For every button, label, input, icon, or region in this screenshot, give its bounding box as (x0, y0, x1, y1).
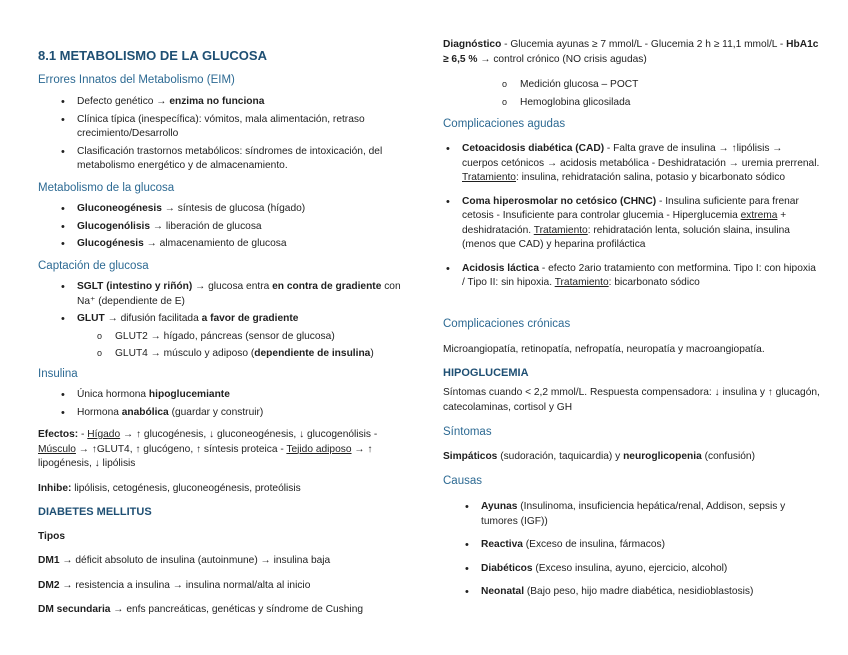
efectos-label: Efectos: (38, 429, 79, 440)
tipos-label: Tipos (38, 531, 65, 542)
eim-list (77, 95, 414, 174)
chnc-text-3: : rehidratación lenta, solución slaina, insulina (menos que CAD) y heparina profiláctica (462, 224, 790, 250)
sintomas-desc: (sudoración, taquicardia) y (497, 451, 624, 462)
cad-label: Cetoacidosis diabética (CAD) (462, 143, 605, 154)
heading-metabolismo: Metabolismo de la glucosa (38, 182, 175, 194)
diagnostico-paragraph (443, 38, 821, 67)
lactica-text-2: : bicarbonato sódico (608, 277, 700, 288)
glut4-post: ) (370, 348, 374, 359)
insulina-list (77, 388, 414, 420)
list-item (77, 113, 414, 142)
sub-item-text: Hemoglobina glicosilada (520, 96, 631, 108)
causa-label: Reactiva (481, 539, 523, 550)
glut4-bold: dependiente de insulina (254, 348, 371, 359)
heading-complicaciones-cronicas: Complicaciones crónicas (443, 318, 571, 330)
dm1-line (38, 554, 414, 569)
list-item (481, 500, 811, 529)
eim-item-text: Clínica típica (inespecífica): vómitos, mala alimentación, retraso crecimiento/Desarrollo (77, 113, 365, 139)
insulina-bold: anabólica (121, 406, 169, 418)
efectos-text: → ↑ lipogénesis, ↓ lipólisis (38, 443, 373, 469)
dm1-label: DM1 (38, 555, 60, 566)
insulina-efectos (38, 428, 414, 472)
causa-label: Neonatal (481, 586, 525, 597)
section-title-glucose-metabolism: 8.1 METABOLISMO DE LA GLUCOSA (38, 48, 267, 63)
diabetes-tipos (38, 530, 414, 545)
metabolismo-list (77, 202, 414, 252)
efectos-tejido-adiposo: Tejido adiposo (286, 443, 352, 455)
lactica-tratamiento: Tratamiento (554, 277, 609, 288)
glut-text: → difusión facilitada (104, 313, 202, 324)
list-item (77, 202, 414, 217)
term-desc: → almacenamiento de glucosa (143, 238, 287, 249)
list-item (77, 312, 414, 362)
list-item (462, 262, 821, 291)
dm-secundaria-label: DM secundaria (38, 604, 111, 615)
causas-list (481, 500, 811, 600)
glut4-text: GLUT4 → músculo y adiposo ( (115, 348, 255, 359)
neuroglicopenia-label: neuroglicopenia (623, 451, 702, 462)
simpaticos-label: Simpáticos (443, 451, 498, 462)
inhibe-text: lipólisis, cetogénesis, gluconeogénesis, proteólisis (71, 483, 301, 494)
causa-text: (Exceso insulina, ayuno, ejercicio, alcohol) (532, 562, 728, 574)
dm-secundaria-text: → enfs pancreáticas, genéticas y síndrome de Cushing (110, 604, 364, 615)
heading-complicaciones-agudas: Complicaciones agudas (443, 118, 566, 130)
diagnostico-text: - Glucemia ayunas ≥ 7 mmol/L - Glucemia 2 h ≥ 11,1 mmol/L - (501, 39, 787, 50)
causa-text: (Insulinoma, insuficiencia hepática/renal, Addison, sepsis y tumores (IGF)) (481, 501, 786, 527)
efectos-text: - (78, 429, 88, 440)
insulina-post: (guardar y construir) (168, 406, 264, 418)
heading-hipoglucemia: HIPOGLUCEMIA (443, 367, 529, 379)
causa-text: (Bajo peso, hijo madre diabética, nesidioblastosis) (524, 586, 754, 597)
heading-sintomas: Síntomas (443, 426, 492, 438)
cad-text: - Falta grave de insulina → ↑lipólisis → cuerpos cetónicos → acidosis metabólica - Deshidratación → uremia prerrenal. (462, 143, 820, 169)
insulina-text: Hormona (77, 406, 122, 418)
insulina-text: Única hormona (77, 389, 149, 400)
diagnostico-label: Diagnóstico (443, 39, 502, 50)
causa-label: Ayunas (481, 501, 518, 512)
chnc-text: - Insulina suficiente para frenar cetosis - Insuficiente para controlar glucemia - Hiperglucemia (462, 195, 799, 221)
term-desc: → liberación de glucosa (150, 220, 262, 232)
diagnostico-text-2: → control crónico (NO crisis agudas) (477, 53, 647, 65)
sglt-text-2: con Na⁺ (dependiente de E) (77, 281, 401, 307)
lactica-label: Acidosis láctica (462, 262, 540, 274)
cad-tratamiento: Tratamiento (462, 172, 516, 183)
list-item (481, 538, 811, 553)
chnc-text-2: + deshidratación. (462, 210, 787, 236)
eim-item-text: Defecto genético → (77, 96, 170, 107)
inhibe-label: Inhibe: (38, 483, 72, 494)
list-item (77, 388, 414, 403)
hipoglucemia-text: Síntomas cuando < 2,2 mmol/L. Respuesta compensadora: ↓ insulina y ↑ glucagón, catecolaminas, cortisol y GH (443, 387, 820, 413)
term-desc: → síntesis de glucosa (hígado) (161, 203, 306, 214)
glut2-text: GLUT2 → hígado, páncreas (sensor de glucosa) (115, 330, 335, 342)
sub-item-text: Medición glucosa – POCT (520, 79, 639, 90)
captacion-list (77, 280, 414, 365)
term-bold: Gluconeogénesis (77, 203, 162, 214)
list-item (77, 220, 414, 235)
heading-diabetes: DIABETES MELLITUS (38, 506, 152, 518)
glut-bold-2: a favor de gradiente (201, 313, 299, 324)
dm2-text: → resistencia a insulina → insulina normal/alta al inicio (59, 580, 311, 591)
term-bold: Glucogenólisis (77, 220, 151, 232)
efectos-musculo: Músculo (38, 443, 76, 455)
list-item (77, 406, 414, 421)
causa-label: Diabéticos (481, 562, 533, 574)
diagnostico-sublist (520, 78, 821, 110)
dm2-label: DM2 (38, 580, 60, 591)
causa-text: (Exceso de insulina, fármacos) (522, 539, 666, 550)
list-item (115, 330, 414, 345)
list-item (77, 145, 414, 174)
chnc-label: Coma hiperosmolar no cetósico (CHNC) (462, 195, 657, 207)
list-item (77, 237, 414, 252)
eim-item-text: Clasificación trastornos metabólicos: síndromes de intoxicación, del metabolismo energético y de almacenamiento. (77, 145, 383, 171)
heading-causas: Causas (443, 475, 482, 487)
agudas-list (462, 142, 821, 291)
list-item (520, 96, 821, 111)
efectos-text: → ↑GLUT4, ↑ glucógeno, ↑ síntesis proteica - (75, 443, 287, 455)
sglt-bold: SGLT (intestino y riñón) (77, 281, 193, 292)
list-item (481, 585, 811, 600)
insulina-inhibe (38, 482, 414, 497)
list-item (520, 78, 821, 93)
sglt-text: → glucosa entra (192, 281, 273, 292)
dm1-text: → déficit absoluto de insulina (autoinmune) → insulina baja (59, 555, 331, 566)
cronicas-text: Microangiopatía, retinopatía, nefropatía, neuropatía y macroangiopatía. (443, 344, 765, 355)
chnc-tratamiento: Tratamiento (533, 224, 588, 236)
term-bold: Glucogénesis (77, 238, 144, 249)
glut-bold: GLUT (77, 313, 105, 324)
eim-item-bold: enzima no funciona (169, 96, 265, 107)
dm-secundaria-line (38, 603, 414, 618)
hba1c-bold: HbA1c ≥ 6,5 % (443, 39, 819, 65)
heading-eim: Errores Innatos del Metabolismo (EIM) (38, 74, 235, 86)
heading-captacion: Captación de glucosa (38, 260, 149, 272)
efectos-text: → ↑ glucogénesis, ↓ gluconeogénesis, ↓ glucogenólisis - (120, 429, 378, 440)
list-item (462, 142, 821, 186)
sintomas-text (443, 450, 821, 465)
sintomas-desc-2: (confusión) (701, 451, 755, 462)
insulina-bold: hipoglucemiante (148, 389, 230, 400)
efectos-higado: Hígado (87, 429, 121, 440)
list-item (115, 347, 414, 362)
cad-text-2: : insulina, rehidratación salina, potasio y bicarbonato sódico (515, 172, 785, 183)
list-item (462, 195, 821, 253)
sglt-bold-2: en contra de gradiente (272, 281, 382, 292)
lactica-text: - efecto 2ario tratamiento con metformina. Tipo I: con hipoxia / Tipo II: sin hipoxia. (462, 262, 816, 288)
list-item (77, 95, 414, 110)
list-item (77, 280, 414, 309)
glut-sublist (77, 330, 414, 362)
heading-insulina: Insulina (38, 368, 78, 380)
list-item (481, 562, 811, 577)
chnc-extrema: extrema (740, 210, 778, 221)
dm2-line (38, 579, 414, 594)
